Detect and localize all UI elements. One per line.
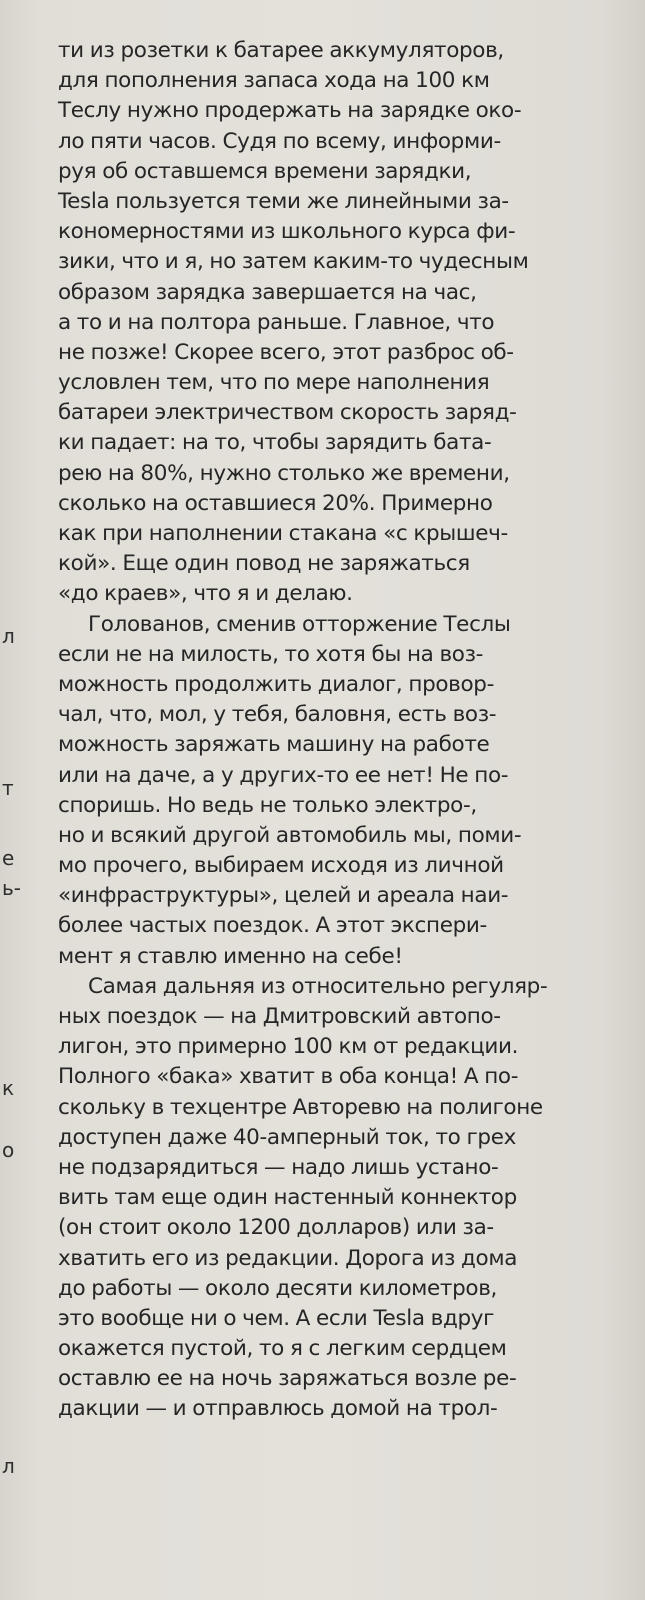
edge-fragment: к [2, 1076, 15, 1100]
edge-fragment: т [2, 776, 14, 800]
text-line: дакции — и отправлюсь домой на трол- [58, 1396, 498, 1422]
text-line: мент я ставлю именно на себе! [58, 943, 403, 969]
text-line: ки падает: на то, чтобы зарядить бата- [58, 430, 492, 456]
edge-fragment: е [2, 846, 15, 870]
text-line: чал, что, мол, у тебя, баловня, есть воз- [58, 702, 497, 728]
text-line: это вообще ни о чем. А если Tesla вдруг [58, 1305, 495, 1331]
edge-fragment: л [2, 1454, 15, 1478]
edge-fragment: ь- [2, 876, 22, 900]
text-line: руя об оставшемся времени зарядки, [58, 158, 472, 184]
text-line: «инфраструктуры», целей и ареала наи- [58, 883, 509, 909]
text-line: кономерностями из школьного курса фи- [58, 219, 516, 245]
text-line: не подзарядиться — надо лишь устано- [58, 1154, 499, 1180]
edge-fragment: л [2, 624, 15, 648]
text-line: Полного «бака» хватит в оба конца! А по- [58, 1064, 519, 1090]
text-line: не позже! Скорее всего, этот разброс об- [58, 339, 514, 365]
text-line: а то и на полтора раньше. Главное, что [58, 309, 495, 335]
text-line: хватить его из редакции. Дорога из дома [58, 1245, 518, 1271]
text-line: ных поездок — на Дмитровский автопо- [58, 1004, 501, 1029]
text-line: если не на милость, то хотя бы на воз- [58, 641, 484, 667]
text-line: кой». Еще один повод не заряжаться [58, 551, 470, 577]
text-line: мо прочего, выбираем исходя из личной [58, 853, 504, 879]
text-line: сколько на оставшиеся 20%. Примерно [58, 490, 493, 516]
text-line: окажется пустой, то я с легким сердцем [58, 1336, 507, 1362]
text-line: можность продолжить диалог, провор- [58, 671, 495, 697]
text-line: ло пяти часов. Судя по всему, информи- [58, 128, 501, 154]
text-line: доступен даже 40-амперный ток, то грех [58, 1124, 516, 1150]
text-line: батареи электричеством скорость заряд- [58, 400, 517, 426]
article-column [58, 36, 638, 1425]
text-line: «до краев», что я и делаю. [58, 581, 353, 607]
text-line: как при наполнении стакана «с крышеч- [58, 521, 508, 546]
text-line: рею на 80%, нужно столько же времени, [58, 460, 510, 486]
text-line: зики, что и я, но затем каким-то чудесным [58, 249, 529, 275]
text-line: более частых поездок. А этот экспери- [58, 913, 487, 939]
text-line: но и всякий другой автомобиль мы, поми- [58, 822, 522, 848]
text-line: споришь. Но ведь не только электро-, [58, 792, 477, 818]
paragraph-start-line: Самая дальняя из относительно регуляр- [88, 973, 548, 999]
text-line: лигон, это примерно 100 км от редакции. [58, 1034, 519, 1060]
text-line: или на даче, а у других-то ее нет! Не по- [58, 762, 509, 788]
edge-fragment: о [2, 1138, 15, 1162]
text-line: вить там еще один настенный коннектор [58, 1185, 517, 1211]
text-line: образом зарядка завершается на час, [58, 279, 477, 305]
text-line: оставлю ее на ночь заряжаться возле ре- [58, 1366, 517, 1392]
text-line: условлен тем, что по мере наполнения [58, 370, 490, 396]
text-line: Tesla пользуется теми же линейными за- [58, 188, 509, 214]
text-line: скольку в техцентре Авторевю на полигоне [58, 1094, 543, 1120]
text-line: до работы — около десяти километров, [58, 1275, 497, 1301]
previous-column-fragments [0, 0, 22, 1600]
text-line: можность заряжать машину на работе [58, 732, 490, 758]
text-line: (он стоит около 1200 долларов) или за- [58, 1215, 494, 1241]
text-line: для пополнения запаса хода на 100 км [58, 68, 490, 94]
paragraph-start-line: Голованов, сменив отторжение Теслы [88, 611, 511, 637]
text-line: Теслу нужно продержать на зарядке око- [58, 98, 522, 124]
text-line: ти из розетки к батарее аккумуляторов, [58, 38, 504, 63]
